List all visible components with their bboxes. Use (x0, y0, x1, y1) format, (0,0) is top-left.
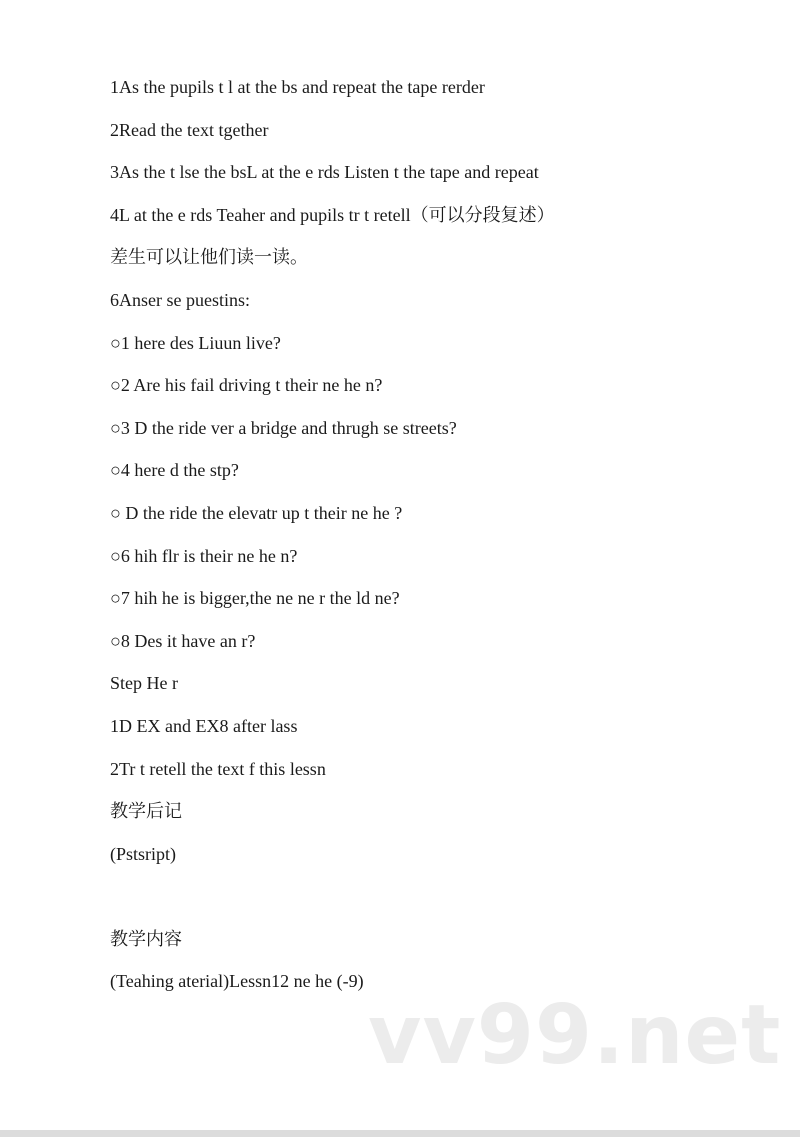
question-item: ○ D the ride the elevatr up t their ne he ? (110, 502, 403, 523)
text-line: 1D EX and EX8 after lass (110, 715, 298, 736)
blank-line (110, 884, 555, 927)
text-line: 差生可以让他们读一读。 (110, 247, 308, 268)
question-item: ○4 here d the stp? (110, 460, 239, 481)
section-heading: Step He r (110, 673, 178, 694)
question-item: ○7 hih he is bigger,the ne ne r the ld ne? (110, 588, 400, 609)
text-line: 2Tr t retell the text f this lessn (110, 758, 326, 779)
section-heading: 教学后记 (110, 801, 182, 822)
text-line: (Pstsript) (110, 843, 177, 864)
section-heading: 教学内容 (110, 928, 182, 949)
text-line: 4L at the e rds Teaher and pupils tr t retell（可以分段复述） (110, 204, 555, 225)
text-line: 6Anser se puestins: (110, 289, 250, 310)
page-bottom-edge (0, 1130, 800, 1137)
text-line: 2Read the text tgether (110, 119, 269, 140)
question-item: ○2 Are his fail driving t their ne he n? (110, 375, 383, 396)
question-item: ○1 here des Liuun live? (110, 332, 281, 353)
question-item: ○3 D the ride ver a bridge and thrugh se streets? (110, 417, 457, 438)
watermark: vv99.net (368, 988, 782, 1083)
text-line: (Teahing aterial)Lessn12 ne he (-9) (110, 971, 364, 992)
document-body (110, 75, 555, 1012)
text-line: 3As the t lse the bsL at the e rds Listen t the tape and repeat (110, 162, 539, 183)
question-item: ○8 Des it have an r? (110, 630, 256, 651)
question-item: ○6 hih flr is their ne he n? (110, 545, 298, 566)
text-line: 1As the pupils t l at the bs and repeat the tape rerder (110, 77, 485, 97)
